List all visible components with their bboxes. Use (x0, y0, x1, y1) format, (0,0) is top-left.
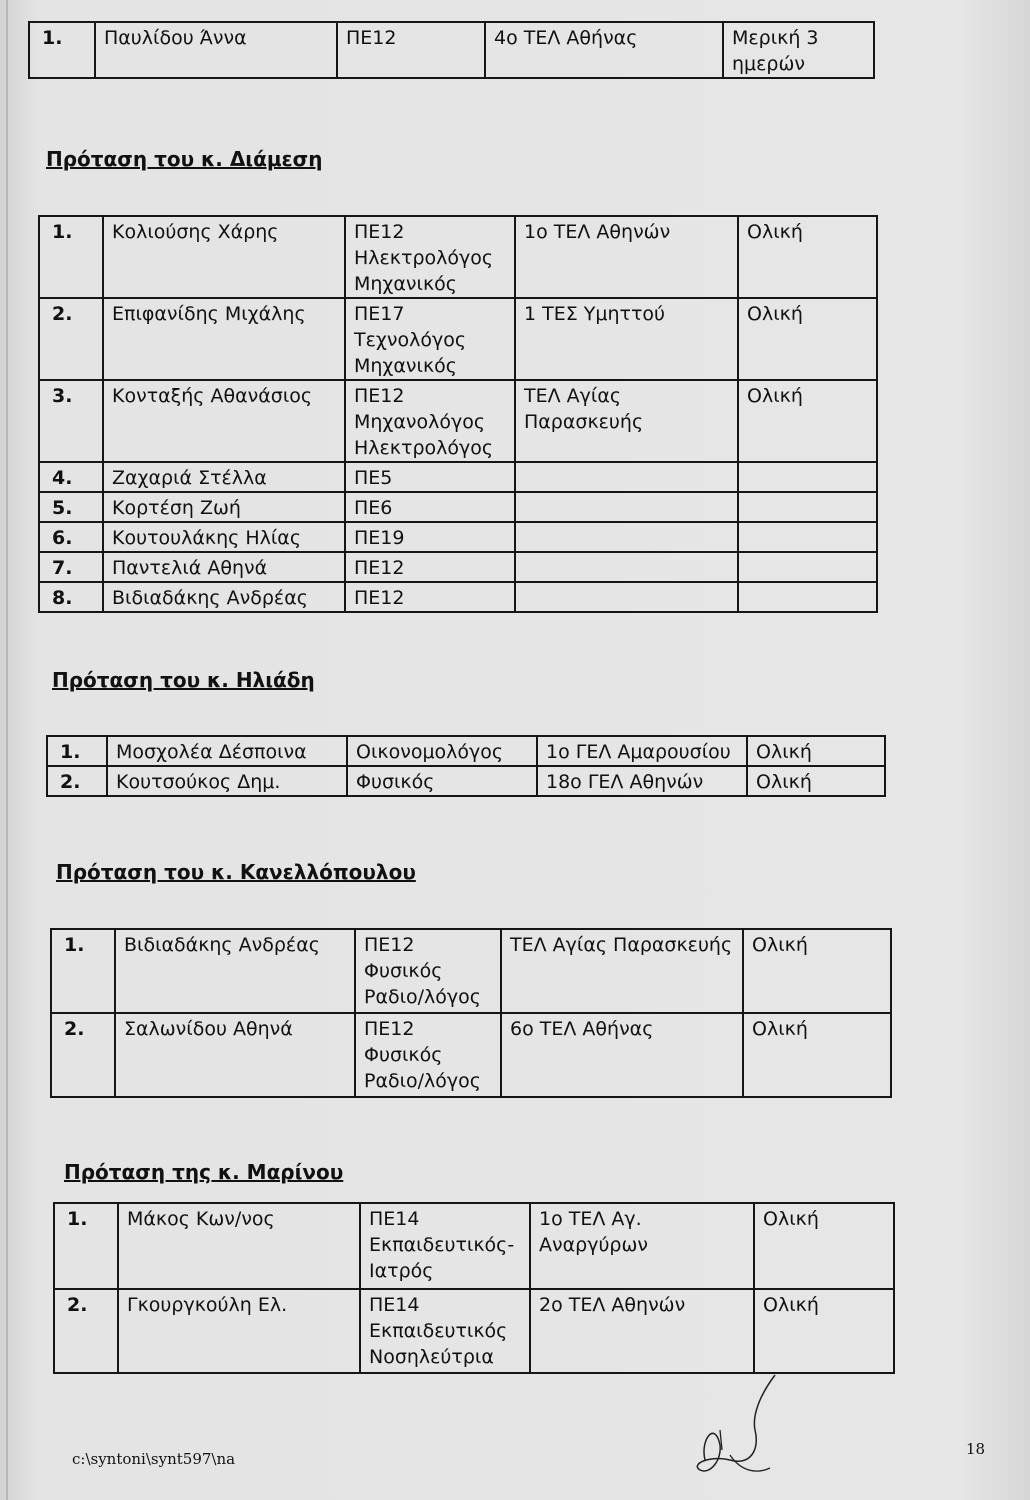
top-table (28, 21, 875, 79)
teacher-name: Βιδιαδάκης Ανδρέας (115, 929, 355, 1013)
school: 18ο ΓΕΛ Αθηνών (537, 766, 747, 796)
table-row (29, 22, 874, 78)
section-heading-iliadi: Πρόταση του κ. Ηλιάδη (52, 668, 315, 692)
teacher-name: Μοσχολέα Δέσποινα (107, 736, 347, 766)
secondment-type: Ολική (754, 1289, 894, 1373)
teacher-name: Γκουργκούλη Ελ. (118, 1289, 360, 1373)
row-number: 2. (47, 766, 107, 796)
teacher-name: Κουτσούκος Δημ. (107, 766, 347, 796)
specialty: Οικονομολόγος (347, 736, 537, 766)
teacher-name: Σαλωνίδου Αθηνά (115, 1013, 355, 1097)
school: 1ο ΤΕΛ Αθηνών (515, 216, 738, 298)
row-number: 1. (29, 22, 95, 78)
table-row (47, 766, 885, 796)
table-row (39, 462, 877, 492)
teacher-name: Ζαχαριά Στέλλα (103, 462, 345, 492)
school: ΤΕΛ Αγίας Παρασκευής (515, 380, 738, 462)
teacher-name: Κουτουλάκης Ηλίας (103, 522, 345, 552)
school (515, 462, 738, 492)
row-number: 2. (39, 298, 103, 380)
section-heading-diamesi: Πρόταση του κ. Διάμεση (46, 147, 323, 171)
row-number: 1. (54, 1203, 118, 1289)
row-number: 8. (39, 582, 103, 612)
row-number: 6. (39, 522, 103, 552)
table-row (39, 380, 877, 462)
row-number: 3. (39, 380, 103, 462)
row-number: 7. (39, 552, 103, 582)
specialty: Φυσικός (347, 766, 537, 796)
secondment-type: Ολική (743, 929, 891, 1013)
table-row (51, 929, 891, 1013)
specialty: ΠΕ14 Εκπαιδευτικός- Ιατρός (360, 1203, 530, 1289)
page-edge-shadow (6, 0, 8, 1500)
proposal-table-marinou (53, 1202, 895, 1374)
school (515, 492, 738, 522)
row-number: 1. (51, 929, 115, 1013)
school: 1ο ΤΕΛ Αγ. Αναργύρων (530, 1203, 754, 1289)
teacher-name: Κορτέση Ζωή (103, 492, 345, 522)
row-number: 5. (39, 492, 103, 522)
file-path-footer: c:\syntoni\synt597\na (72, 1450, 236, 1468)
secondment-type (738, 462, 877, 492)
teacher-name: Κολιούσης Χάρης (103, 216, 345, 298)
row-number: 1. (39, 216, 103, 298)
secondment-type: Ολική (738, 298, 877, 380)
table-row (39, 492, 877, 522)
secondment-type: Ολική (738, 216, 877, 298)
row-number: 1. (47, 736, 107, 766)
specialty: ΠΕ12 Φυσικός Ραδιο/λόγος (355, 929, 501, 1013)
secondment-type: Ολική (738, 380, 877, 462)
row-number: 4. (39, 462, 103, 492)
page-number: 18 (966, 1440, 986, 1458)
secondment-type: Ολική (747, 766, 885, 796)
specialty: ΠΕ12 Μηχανολόγος Ηλεκτρολόγος (345, 380, 515, 462)
secondment-type: Μερική 3 ημερών (723, 22, 874, 78)
school: 6ο ΤΕΛ Αθήνας (501, 1013, 743, 1097)
school: 1ο ΓΕΛ Αμαρουσίου (537, 736, 747, 766)
specialty: ΠΕ14 Εκπαιδευτικός Νοσηλεύτρια (360, 1289, 530, 1373)
school: 1 ΤΕΣ Υμηττού (515, 298, 738, 380)
school (515, 522, 738, 552)
specialty: ΠΕ19 (345, 522, 515, 552)
teacher-name: Μάκος Κων/νος (118, 1203, 360, 1289)
specialty: ΠΕ6 (345, 492, 515, 522)
row-number: 2. (51, 1013, 115, 1097)
proposal-table-iliadi (46, 735, 886, 797)
teacher-name: Παντελιά Αθηνά (103, 552, 345, 582)
specialty: ΠΕ12 (345, 582, 515, 612)
specialty: ΠΕ12 Φυσικός Ραδιο/λόγος (355, 1013, 501, 1097)
secondment-type: Ολική (743, 1013, 891, 1097)
school: ΤΕΛ Αγίας Παρασκευής (501, 929, 743, 1013)
table-row (39, 298, 877, 380)
school (515, 552, 738, 582)
school (515, 582, 738, 612)
school: 2ο ΤΕΛ Αθηνών (530, 1289, 754, 1373)
teacher-name: Βιδιαδάκης Ανδρέας (103, 582, 345, 612)
specialty: ΠΕ12 Ηλεκτρολόγος Μηχανικός (345, 216, 515, 298)
specialty: ΠΕ12 (345, 552, 515, 582)
secondment-type (738, 582, 877, 612)
table-row (39, 582, 877, 612)
table-row (39, 216, 877, 298)
table-row (51, 1013, 891, 1097)
table-row (39, 552, 877, 582)
secondment-type: Ολική (754, 1203, 894, 1289)
proposal-table-diamesi (38, 215, 878, 613)
teacher-name: Παυλίδου Άννα (95, 22, 337, 78)
school: 4ο ΤΕΛ Αθήνας (485, 22, 723, 78)
secondment-type (738, 522, 877, 552)
specialty: ΠΕ12 (337, 22, 485, 78)
proposal-table-kanellopoulou (50, 928, 892, 1098)
secondment-type (738, 552, 877, 582)
section-heading-marinou: Πρόταση της κ. Μαρίνου (64, 1160, 344, 1184)
teacher-name: Επιφανίδης Μιχάλης (103, 298, 345, 380)
teacher-name: Κονταξής Αθανάσιος (103, 380, 345, 462)
secondment-type: Ολική (747, 736, 885, 766)
secondment-type (738, 492, 877, 522)
specialty: ΠΕ5 (345, 462, 515, 492)
table-row (54, 1203, 894, 1289)
table-row (47, 736, 885, 766)
table-row (39, 522, 877, 552)
specialty: ΠΕ17 Τεχνολόγος Μηχανικός (345, 298, 515, 380)
signature-mark (660, 1360, 800, 1490)
section-heading-kanellopoulou: Πρόταση του κ. Κανελλόπουλου (56, 860, 416, 884)
row-number: 2. (54, 1289, 118, 1373)
